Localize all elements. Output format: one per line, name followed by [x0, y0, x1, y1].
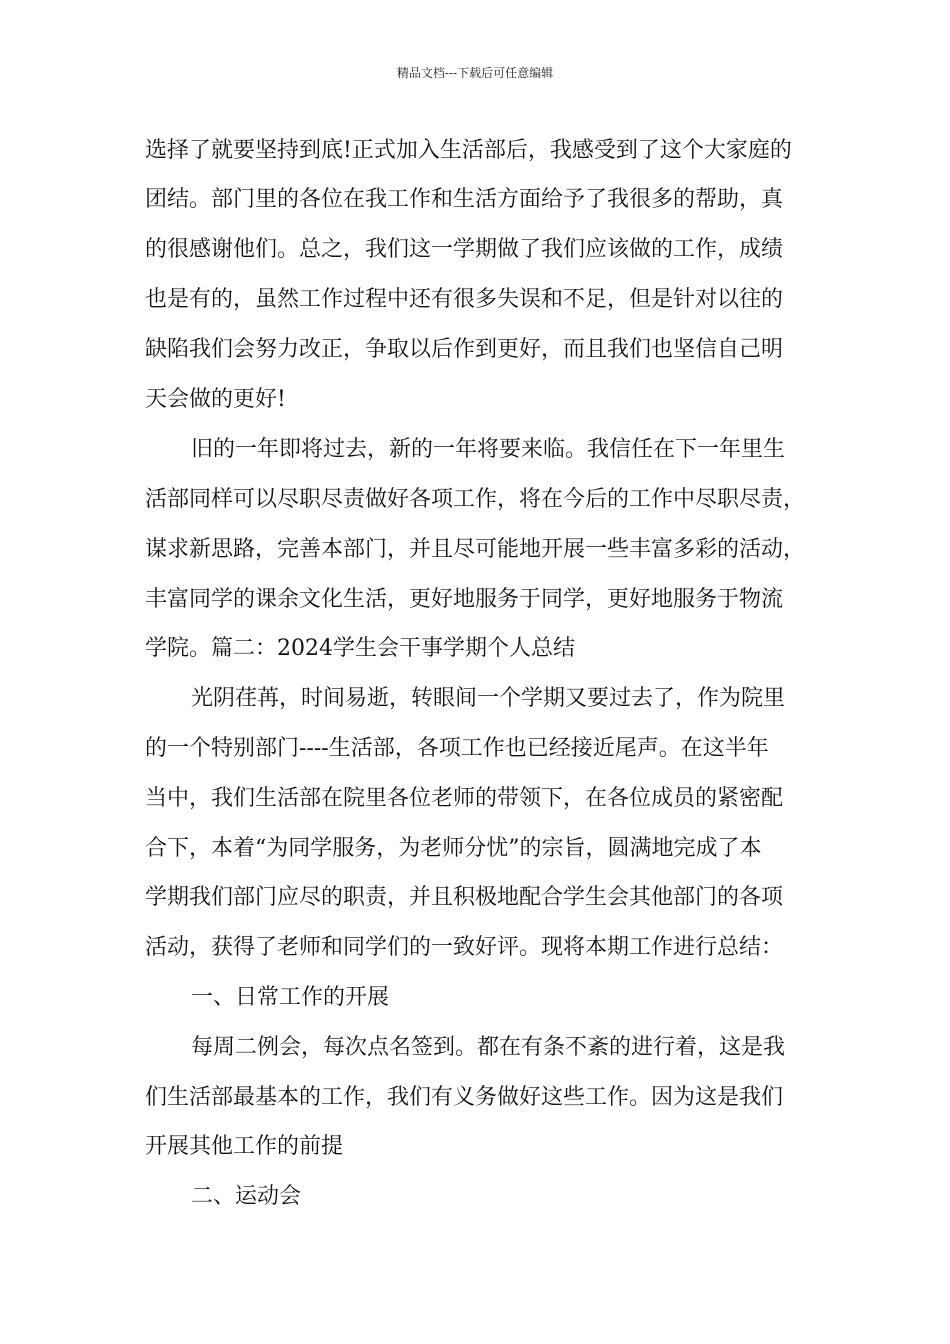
text-line: 丰富同学的课余文化生活，更好地服务于同学，更好地服务于物流 [145, 587, 784, 612]
text-line: 缺陷我们会努力改正，争取以后作到更好，而且我们也坚信自己明 [145, 337, 784, 362]
text-line: 也是有的，虽然工作过程中还有很多失误和不足，但是针对以往的 [145, 287, 784, 312]
text-line: 开展其他工作的前提 [145, 1134, 344, 1159]
text-line: 学院。篇二：2024学生会干事学期个人总结 [145, 636, 575, 661]
text-line: 团结。部门里的各位在我工作和生活方面给予了我很多的帮助，真 [145, 187, 784, 212]
text-line: 旧的一年即将过去，新的一年将要来临。我信任在下一年里生 [191, 437, 786, 462]
page-header: 精品文档---下载后可任意编辑 [396, 66, 554, 80]
text-line: 谋求新思路，完善本部门，并且尽可能地开展一些丰富多彩的活动， [145, 537, 806, 562]
text-line: 学期我们部门应尽的职责，并且积极地配合学生会其他部门的各项 [145, 885, 784, 910]
text-line: 们生活部最基本的工作，我们有义务做好这些工作。因为这是我们 [145, 1085, 784, 1110]
text-line: 当中，我们生活部在院里各位老师的带领下，在各位成员的紧密配 [145, 786, 784, 811]
text-line: 天会做的更好! [145, 387, 286, 412]
text-line: 活部同样可以尽职尽责做好各项工作，将在今后的工作中尽职尽责， [145, 487, 806, 512]
text-line: 光阴荏苒，时间易逝，转眼间一个学期又要过去了，作为院里 [191, 686, 786, 711]
text-line: 的很感谢他们。总之，我们这一学期做了我们应该做的工作，成绩 [145, 237, 784, 262]
text-line: 活动，获得了老师和同学们的一致好评。现将本期工作进行总结： [145, 935, 784, 960]
section-heading: 二、运动会 [191, 1184, 302, 1209]
text-line: 每周二例会，每次点名签到。都在有条不紊的进行着，这是我 [191, 1035, 786, 1060]
text-line: 选择了就要坚持到底!正式加入生活部后，我感受到了这个大家庭的 [145, 138, 792, 163]
text-line: 合下，本着“为同学服务，为老师分忧”的宗旨，圆满地完成了本 [145, 836, 762, 861]
text-line: 的一个特别部门----生活部，各项工作也已经接近尾声。在这半年 [145, 736, 769, 761]
section-heading: 一、日常工作的开展 [191, 985, 390, 1010]
